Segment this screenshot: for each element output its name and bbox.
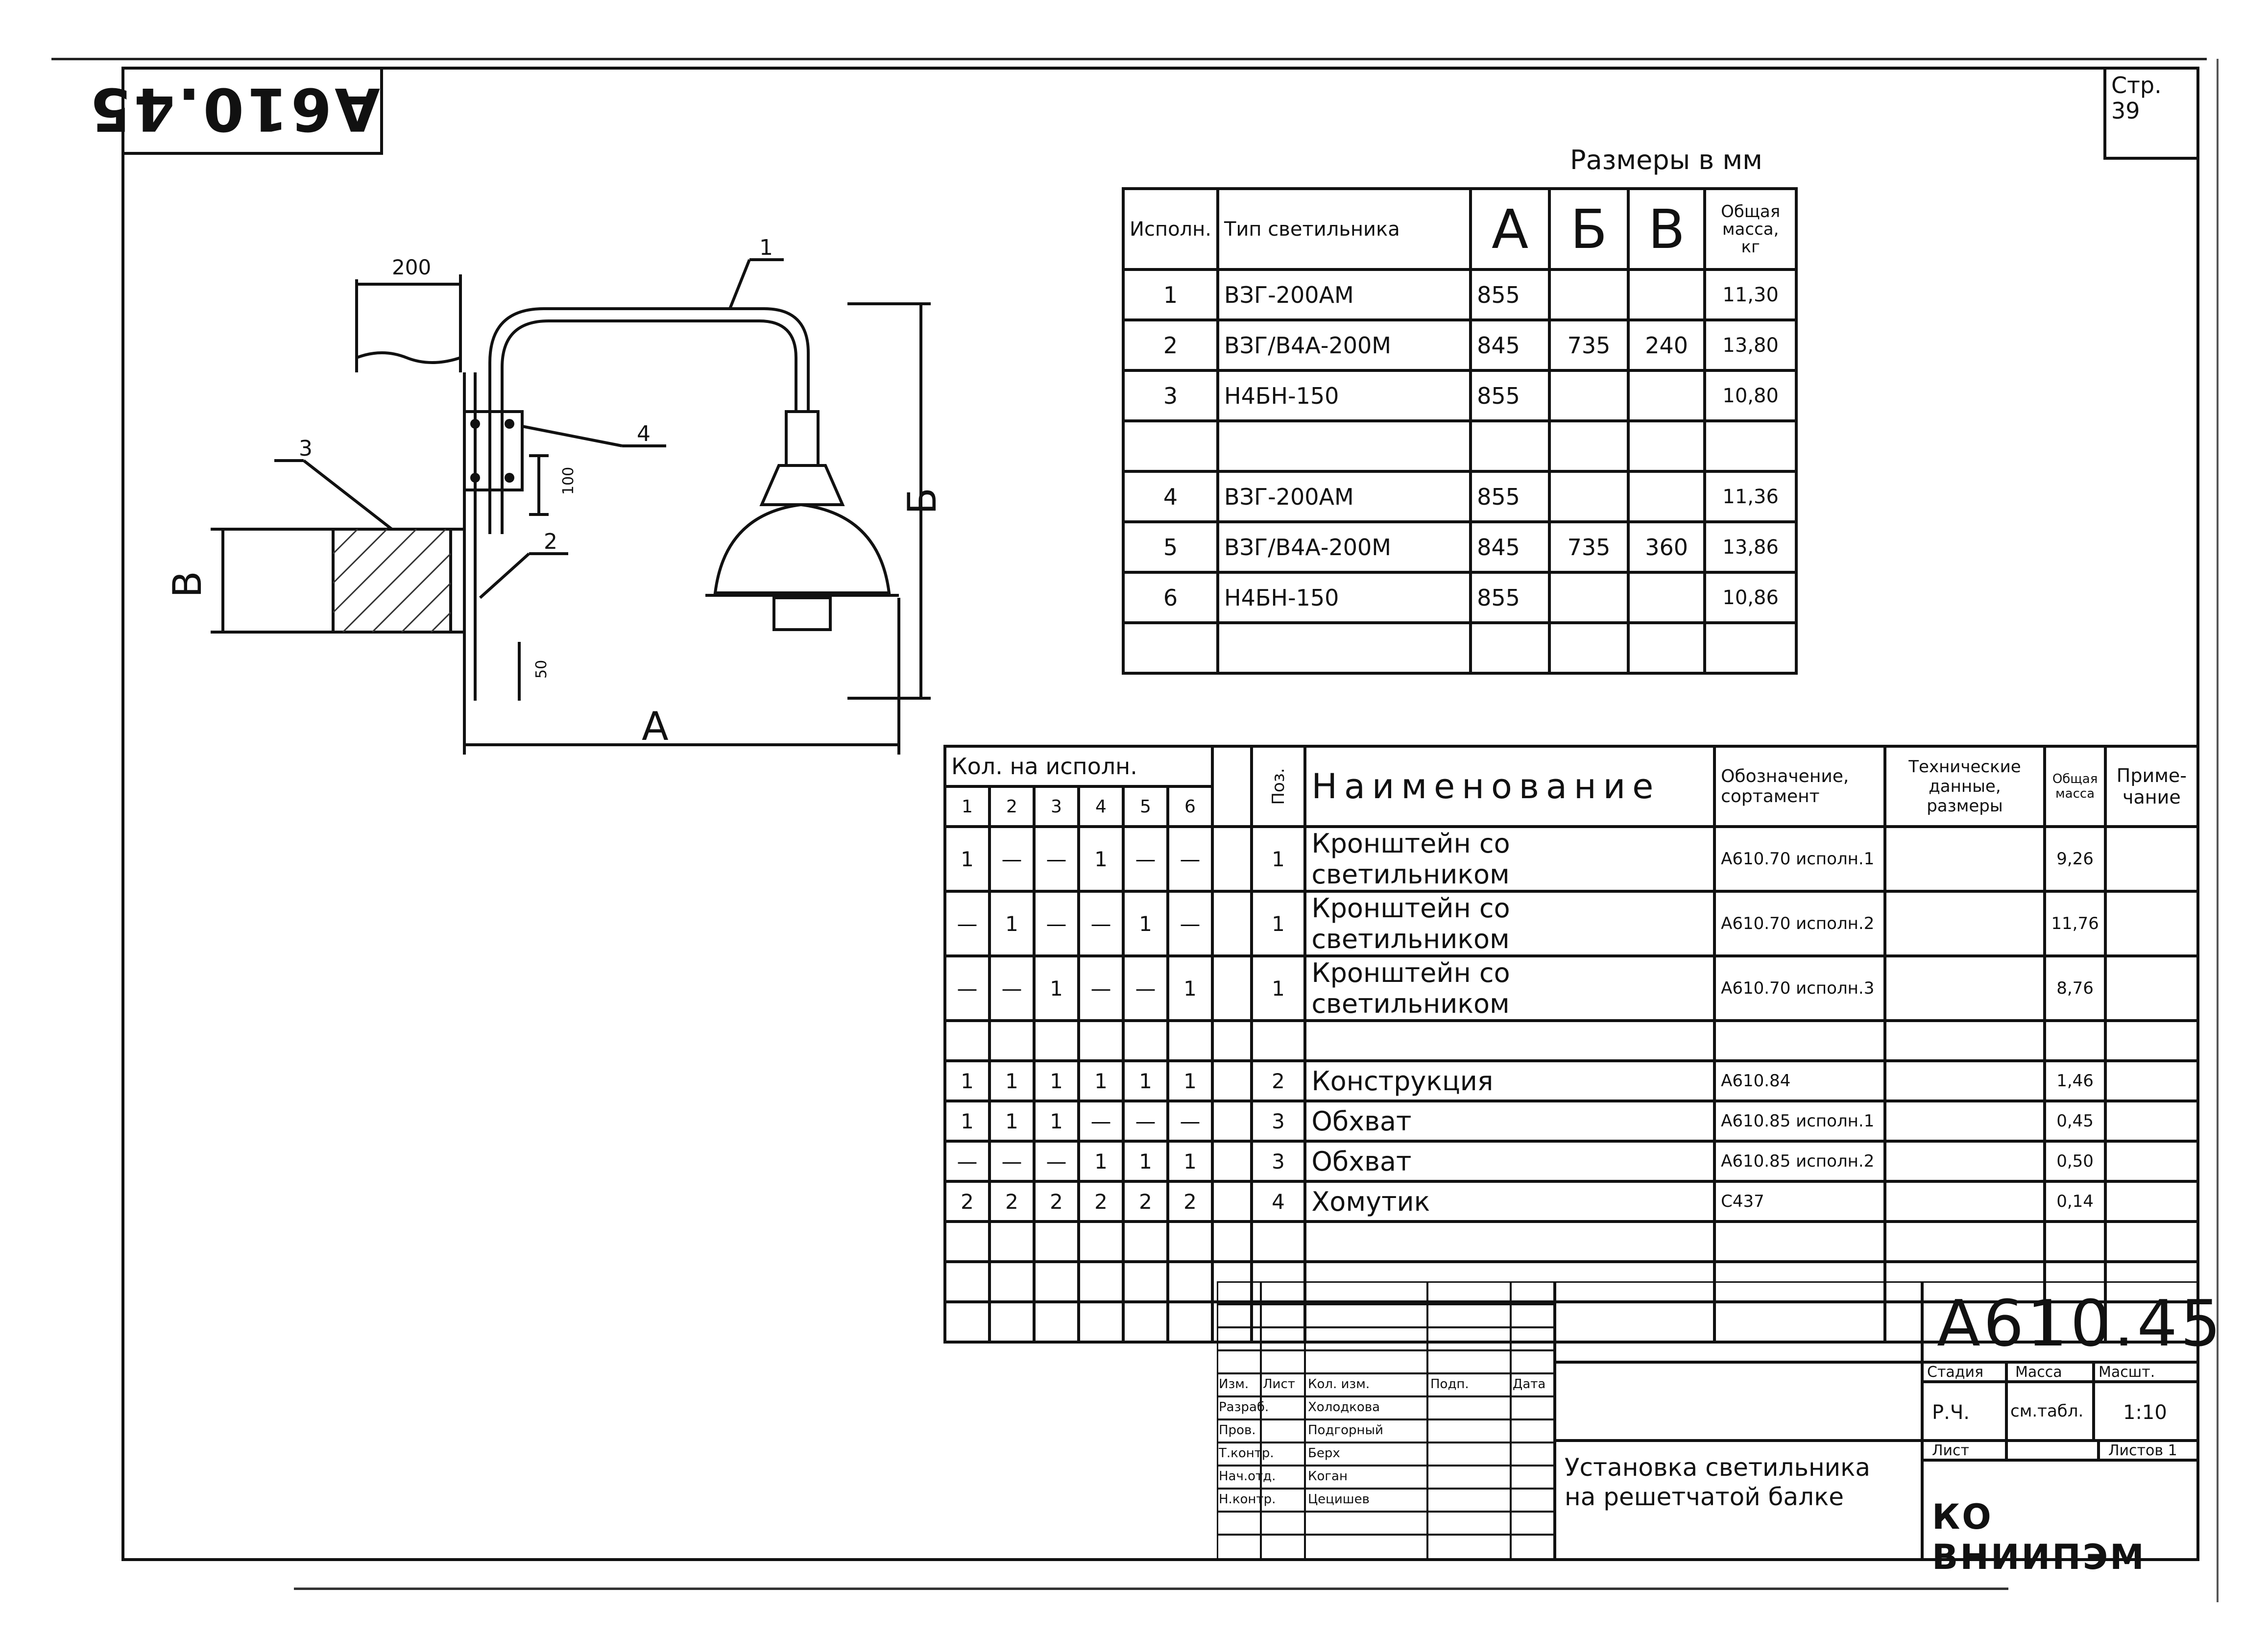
tb-sheet-label: Лист (1932, 1442, 1970, 1459)
tb-stage-label: Стадия (1927, 1364, 1984, 1381)
spec-h-name: Наименование (1305, 746, 1714, 827)
tb-col-label: Кол. изм. (1308, 1377, 1370, 1392)
spec-h-mark: Обозначение, сортамент (1714, 746, 1884, 827)
spec-name: Обхват (1305, 1141, 1714, 1181)
spec-qty: 1 (1034, 1061, 1079, 1101)
tb-stage: Р.Ч. (1932, 1401, 1970, 1424)
spec-blank (1212, 1181, 1252, 1222)
spec-qty (1168, 1222, 1212, 1262)
spec-qty (945, 1302, 989, 1342)
spec-qty (1168, 1262, 1212, 1302)
dim-cell-mass: 11,36 (1705, 471, 1796, 522)
spec-tech (1885, 1222, 2045, 1262)
dim-row (1123, 471, 1796, 522)
spec-h-mass-text: Общая масса (2052, 772, 2098, 801)
dim-cell-mass: 13,80 (1705, 320, 1796, 370)
spec-qty: 1 (945, 1061, 989, 1101)
spec-qty (1034, 1222, 1079, 1262)
tb-mass-label: Масса (2015, 1364, 2062, 1381)
spec-qty-col-5: 5 (1123, 786, 1168, 827)
page-box (2103, 67, 2199, 160)
spec-qty: — (1168, 1101, 1212, 1141)
spec-pos: 1 (1252, 956, 1305, 1021)
dim-cell-mass: 10,80 (1705, 370, 1796, 421)
spec-qty: 1 (1079, 1141, 1123, 1181)
dim-cell-mass (1705, 421, 1796, 471)
dim-row (1123, 572, 1796, 623)
dim-cell-mass: 11,30 (1705, 269, 1796, 320)
spec-row (945, 891, 2198, 956)
spec-qty: 2 (1079, 1181, 1123, 1222)
spec-qty (1168, 1302, 1212, 1342)
dim-cell-v (1628, 269, 1705, 320)
spec-mark: А610.70 исполн.3 (1714, 956, 1884, 1021)
dim-h-variant: Исполн. (1123, 189, 1218, 269)
spec-pos: 2 (1252, 1061, 1305, 1101)
spec-note (2105, 1222, 2198, 1262)
tb-col-label: Подп. (1430, 1377, 1469, 1392)
spec-qty (945, 1222, 989, 1262)
spec-qty: 1 (1168, 1141, 1212, 1181)
spec-qty (1034, 1302, 1079, 1342)
spec-qty: 1 (1079, 827, 1123, 891)
dim-B: Б (899, 488, 945, 514)
spec-pos: 3 (1252, 1141, 1305, 1181)
rotated-code: А610.45 (87, 74, 380, 143)
dim-cell-b: 735 (1549, 320, 1628, 370)
dim-row (1123, 421, 1796, 471)
spec-tech (1885, 1181, 2045, 1222)
tb-col-label: Дата (1513, 1377, 1546, 1392)
spec-qty (1123, 1222, 1168, 1262)
dim-cell-mass: 10,86 (1705, 572, 1796, 623)
spec-qty: — (1079, 891, 1123, 956)
tb-role: Т.контр. (1219, 1446, 1274, 1461)
spec-note (2105, 1141, 2198, 1181)
tb-org: КО ВНИИПЭМ (1932, 1497, 2146, 1577)
spec-mass (2045, 1021, 2105, 1061)
spec-h-pos (1252, 746, 1305, 827)
dim-cell-type (1218, 623, 1471, 673)
spec-qty: 2 (1168, 1181, 1212, 1222)
spec-qty: 2 (1123, 1181, 1168, 1222)
tb-role: Пров. (1219, 1423, 1256, 1438)
dim-cell-n (1123, 421, 1218, 471)
spec-qty: 1 (1123, 1141, 1168, 1181)
spec-qty (1079, 1222, 1123, 1262)
spec-tech (1885, 1061, 2045, 1101)
spec-qty (1079, 1021, 1123, 1061)
spec-qty: 1 (1034, 1101, 1079, 1141)
spec-qty: 1 (945, 1101, 989, 1141)
spec-pos: 4 (1252, 1181, 1305, 1222)
spec-tech (1885, 1021, 2045, 1061)
tb-code: А610.45 (1937, 1286, 2224, 1361)
spec-qty (989, 1302, 1034, 1342)
dim-cell-a (1471, 421, 1549, 471)
sizes-title: Размеры в мм (1570, 145, 1762, 175)
dim-200: 200 (392, 255, 432, 279)
dim-100: 100 (560, 466, 577, 495)
spec-row (945, 1222, 2198, 1262)
spec-mass: 11,76 (2045, 891, 2105, 956)
spec-mass: 9,26 (2045, 827, 2105, 891)
spec-qty: — (1079, 956, 1123, 1021)
dim-row (1123, 320, 1796, 370)
tb-scale-label: Масшт. (2099, 1364, 2155, 1381)
spec-note (2105, 1101, 2198, 1141)
spec-blank (1212, 1061, 1252, 1101)
spec-qty (945, 1262, 989, 1302)
dim-cell-b (1549, 421, 1628, 471)
dim-cell-a: 845 (1471, 320, 1549, 370)
dim-cell-a: 855 (1471, 269, 1549, 320)
right-border-line (2217, 59, 2219, 1602)
spec-blank (1212, 891, 1252, 956)
spec-blank (1212, 1222, 1252, 1262)
spec-tech (1885, 956, 2045, 1021)
dim-h-mass: Общая масса, кг (1705, 189, 1796, 269)
spec-h-qty: Кол. на исполн. (945, 746, 1212, 786)
tb-role: Разраб. (1219, 1400, 1269, 1415)
dim-cell-type: ВЗГ-200АМ (1218, 269, 1471, 320)
spec-qty (1079, 1262, 1123, 1302)
spec-qty: — (945, 956, 989, 1021)
page-label: Стр. (2111, 72, 2162, 98)
spec-qty-col-3: 3 (1034, 786, 1079, 827)
dim-cell-type: ВЗГ/В4А-200М (1218, 522, 1471, 572)
spec-row (945, 1101, 2198, 1141)
spec-qty: 1 (945, 827, 989, 891)
spec-tech (1885, 1101, 2045, 1141)
dim-cell-n: 3 (1123, 370, 1218, 421)
dim-cell-type: Н4БН-150 (1218, 370, 1471, 421)
dim-cell-type (1218, 421, 1471, 471)
pos-label-3: 3 (299, 436, 313, 461)
spec-qty: 1 (1123, 891, 1168, 956)
spec-pos: 1 (1252, 891, 1305, 956)
spec-h-note: Приме- чание (2105, 746, 2198, 827)
dim-cell-n: 5 (1123, 522, 1218, 572)
spec-mass: 1,46 (2045, 1061, 2105, 1101)
spec-qty (989, 1262, 1034, 1302)
spec-note (2105, 891, 2198, 956)
spec-note (2105, 1181, 2198, 1222)
dim-50: 50 (533, 660, 550, 679)
dim-cell-v: 360 (1628, 522, 1705, 572)
rotated-code-stamp (87, 67, 383, 155)
spec-mass: 0,50 (2045, 1141, 2105, 1181)
spec-qty: — (1168, 827, 1212, 891)
spec-mass: 8,76 (2045, 956, 2105, 1021)
dim-cell-v (1628, 421, 1705, 471)
tb-title: Установка светильника на решетчатой балке (1565, 1453, 1870, 1511)
dim-row (1123, 370, 1796, 421)
tb-sheets-label: Листов 1 (2108, 1442, 2177, 1459)
spec-qty: 2 (1034, 1181, 1079, 1222)
spec-name: Конструкция (1305, 1061, 1714, 1101)
spec-row (945, 1141, 2198, 1181)
spec-blank (1212, 956, 1252, 1021)
spec-qty: 1 (989, 1061, 1034, 1101)
spec-qty: 1 (1123, 1061, 1168, 1101)
spec-qty-col-6: 6 (1168, 786, 1212, 827)
dim-cell-n: 1 (1123, 269, 1218, 320)
spec-mark: А610.84 (1714, 1061, 1884, 1101)
dim-cell-mass (1705, 623, 1796, 673)
spec-qty: — (945, 891, 989, 956)
dim-cell-type: ВЗГ-200АМ (1218, 471, 1471, 522)
spec-mass: 0,45 (2045, 1101, 2105, 1141)
spec-qty (1079, 1302, 1123, 1342)
spec-qty (1123, 1262, 1168, 1302)
spec-qty: — (989, 1141, 1034, 1181)
spec-qty (1123, 1302, 1168, 1342)
dim-h-v: В (1628, 189, 1705, 269)
spec-mark (1714, 1021, 1884, 1061)
spec-qty: 2 (989, 1181, 1034, 1222)
spec-row (945, 956, 2198, 1021)
tb-person-name: Берх (1308, 1446, 1340, 1461)
spec-row (945, 827, 2198, 891)
spec-row (945, 1061, 2198, 1101)
pos-label-4: 4 (637, 421, 651, 446)
spec-tech (1885, 1141, 2045, 1181)
tb-person-name: Цецишев (1308, 1492, 1370, 1507)
dim-cell-type: Н4БН-150 (1218, 572, 1471, 623)
spec-tech (1885, 891, 2045, 956)
spec-qty: — (1034, 827, 1079, 891)
dim-cell-n: 2 (1123, 320, 1218, 370)
spec-blank (1212, 1141, 1252, 1181)
spec-qty: 1 (1168, 956, 1212, 1021)
spec-blank (1212, 827, 1252, 891)
spec-mark: С437 (1714, 1181, 1884, 1222)
dim-header-row (1123, 189, 1796, 269)
spec-mark (1714, 1222, 1884, 1262)
spec-h-mass (2045, 746, 2105, 827)
tb-col-label: Изм. (1219, 1377, 1249, 1392)
dim-cell-a (1471, 623, 1549, 673)
spec-pos: 3 (1252, 1101, 1305, 1141)
tb-person-name: Холодкова (1308, 1400, 1380, 1415)
spec-row (945, 1181, 2198, 1222)
spec-qty: 1 (989, 891, 1034, 956)
dim-cell-v (1628, 471, 1705, 522)
spec-qty: 2 (945, 1181, 989, 1222)
spec-qty: 1 (1079, 1061, 1123, 1101)
lamp-bracket-drawing (137, 211, 945, 789)
spec-qty (989, 1222, 1034, 1262)
dim-cell-b (1549, 572, 1628, 623)
spec-qty: — (1079, 1101, 1123, 1141)
dimensions-table (1122, 187, 1798, 675)
spec-qty: — (989, 827, 1034, 891)
spec-qty (945, 1021, 989, 1061)
spec-mass (2045, 1222, 2105, 1262)
spec-name: Обхват (1305, 1101, 1714, 1141)
spec-qty: — (1034, 1141, 1079, 1181)
pos-label-1: 1 (759, 235, 773, 260)
spec-qty: — (1034, 891, 1079, 956)
spec-qty: — (989, 956, 1034, 1021)
spec-note (2105, 827, 2198, 891)
dim-cell-b: 735 (1549, 522, 1628, 572)
dim-h-b: Б (1549, 189, 1628, 269)
spec-qty-col-1: 1 (945, 786, 989, 827)
page-number: 39 (2111, 98, 2140, 124)
dim-cell-b (1549, 623, 1628, 673)
spec-qty: — (1123, 827, 1168, 891)
dim-cell-n: 4 (1123, 471, 1218, 522)
dim-cell-n: 6 (1123, 572, 1218, 623)
spec-mark: А610.70 исполн.2 (1714, 891, 1884, 956)
tb-person-name: Подгорный (1308, 1423, 1383, 1438)
spec-qty: — (945, 1141, 989, 1181)
dim-cell-b (1549, 370, 1628, 421)
dim-cell-v (1628, 572, 1705, 623)
spec-qty (1123, 1021, 1168, 1061)
spec-name (1305, 1021, 1714, 1061)
spec-h-tech: Техническиe данные, размеры (1885, 746, 2045, 827)
dim-cell-type: ВЗГ/В4А-200М (1218, 320, 1471, 370)
dim-cell-v (1628, 623, 1705, 673)
dim-cell-a: 855 (1471, 471, 1549, 522)
dim-cell-b (1549, 269, 1628, 320)
top-border-line (51, 58, 2207, 60)
tb-person-name: Коган (1308, 1469, 1348, 1484)
dim-cell-mass: 13,86 (1705, 522, 1796, 572)
dim-A: А (642, 704, 669, 749)
pos-label-2: 2 (544, 529, 557, 554)
dim-cell-a: 855 (1471, 370, 1549, 421)
dim-h-a: А (1471, 189, 1549, 269)
spec-note (2105, 1061, 2198, 1101)
spec-name: Кронштейн со светильником (1305, 956, 1714, 1021)
spec-h-pos-text: Поз. (1268, 768, 1288, 805)
tb-role: Н.контр. (1219, 1492, 1276, 1507)
spec-note (2105, 1021, 2198, 1061)
dim-cell-v: 240 (1628, 320, 1705, 370)
spec-qty (1034, 1021, 1079, 1061)
spec-mark: А610.70 исполн.1 (1714, 827, 1884, 891)
dim-row (1123, 522, 1796, 572)
spec-qty: — (1123, 1101, 1168, 1141)
spec-qty: — (1123, 956, 1168, 1021)
tb-role: Нач.отд. (1219, 1469, 1276, 1484)
spec-name (1305, 1222, 1714, 1262)
dim-cell-n (1123, 623, 1218, 673)
spec-mass: 0,14 (2045, 1181, 2105, 1222)
tb-mass: см.табл. (2010, 1401, 2084, 1421)
spec-qty-col-4: 4 (1079, 786, 1123, 827)
dim-row (1123, 269, 1796, 320)
spec-pos: 1 (1252, 827, 1305, 891)
spec-name: Хомутик (1305, 1181, 1714, 1222)
title-block (1217, 1281, 2224, 1577)
spec-row (945, 1021, 2198, 1061)
spec-qty (989, 1021, 1034, 1061)
spec-note (2105, 956, 2198, 1021)
spec-qty: — (1168, 891, 1212, 956)
bottom-border-line (294, 1588, 2008, 1590)
spec-tech (1885, 827, 2045, 891)
dim-h-type: Тип светильника (1218, 189, 1471, 269)
specification-table (943, 745, 2199, 1344)
spec-qty (1034, 1262, 1079, 1302)
tb-scale: 1:10 (2123, 1401, 2167, 1424)
spec-blank (1212, 1101, 1252, 1141)
dim-cell-a: 855 (1471, 572, 1549, 623)
tb-col-label: Лист (1263, 1377, 1295, 1392)
spec-qty: 1 (1034, 956, 1079, 1021)
spec-pos (1252, 1222, 1305, 1262)
spec-h-blank (1212, 746, 1252, 827)
dim-row (1123, 623, 1796, 673)
dim-cell-v (1628, 370, 1705, 421)
spec-mark: А610.85 исполн.2 (1714, 1141, 1884, 1181)
dim-cell-a: 845 (1471, 522, 1549, 572)
spec-qty-col-2: 2 (989, 786, 1034, 827)
spec-blank (1212, 1021, 1252, 1061)
spec-name: Кронштейн со светильником (1305, 891, 1714, 956)
spec-qty: 1 (989, 1101, 1034, 1141)
dim-cell-b (1549, 471, 1628, 522)
spec-pos (1252, 1021, 1305, 1061)
spec-name: Кронштейн со светильником (1305, 827, 1714, 891)
spec-qty: 1 (1168, 1061, 1212, 1101)
spec-qty (1168, 1021, 1212, 1061)
dim-V: В (165, 571, 210, 598)
spec-mark: А610.85 исполн.1 (1714, 1101, 1884, 1141)
